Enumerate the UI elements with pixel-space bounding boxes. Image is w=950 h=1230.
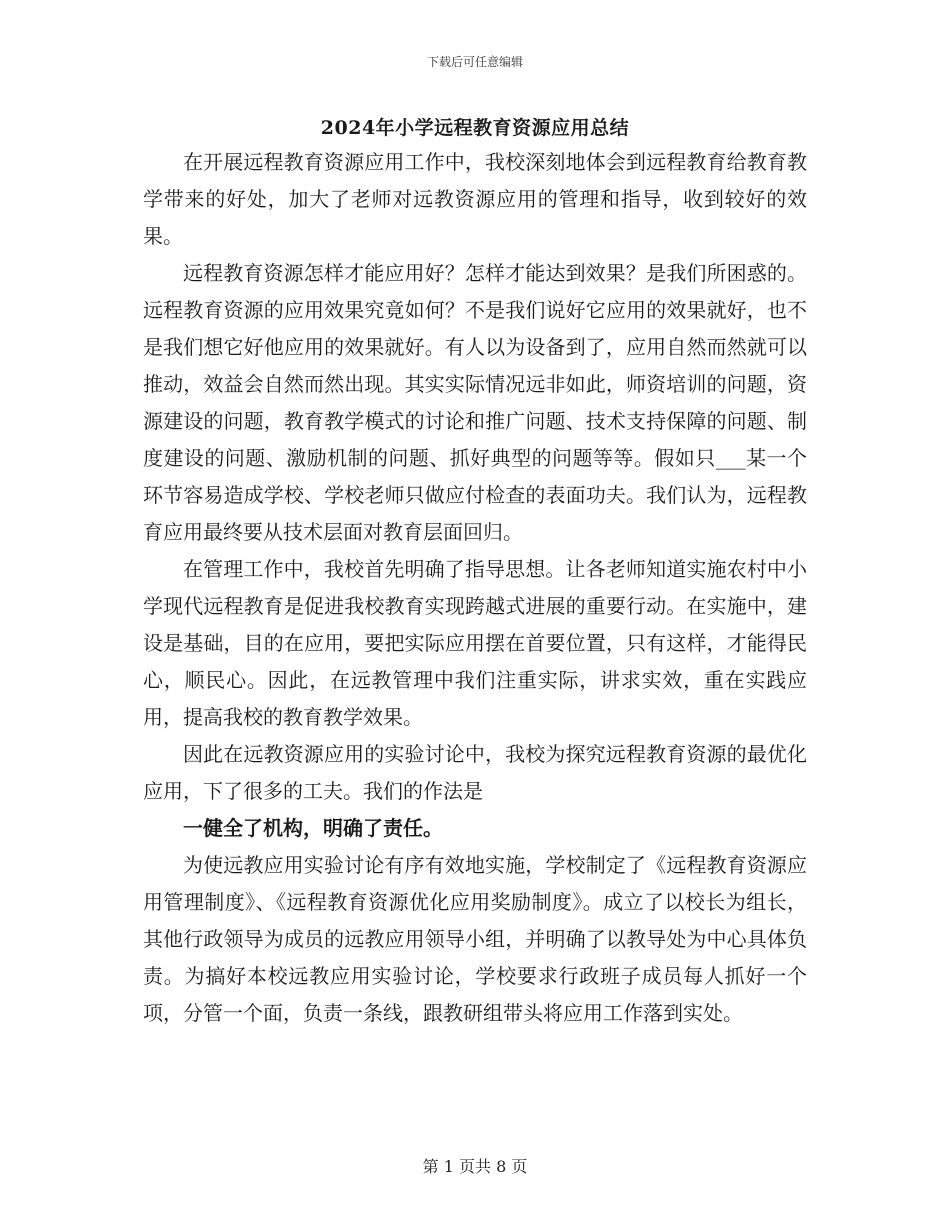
paragraph-management: 在管理工作中，我校首先明确了指导思想。让各老师知道实施农村中小学现代远程教育是促进我校教育实现跨越式进展的重要行动。在实施中，建设是基础，目的在应用，要把实际应用摆在首要位置，只有这样，才能得民心，顺民心。因此，在远教管理中我们注重实际，讲求实效，重在实践应用，提高我校的教育教学效果。 xyxy=(143,557,807,729)
page-number: 第 1 页共 8 页 xyxy=(422,1157,528,1176)
paragraph-organization: 为使远教应用实验讨论有序有效地实施，学校制定了《远程教育资源应用管理制度》、《远程教育资源优化应用奖励制度》。成立了以校长为组长，其他行政领导为成员的远教应用领导小组，并明确了以教导处为中心具体负责。为搞好本校远教应用实验讨论，学校要求行政班子成员每人抓好一个项，分管一个面，负责一条线，跟教研组带头将应用工作落到实处。 xyxy=(143,853,807,1025)
paragraph-questions: 远程教育资源怎样才能应用好？怎样才能达到效果？是我们所困惑的。远程教育资源的应用效果究竟如何？不是我们说好它应用的效果就好，也不是我们想它好他应用的效果就好。有人以为设备到了，应用自然而然就可以推动，效益会自然而然出现。其实实际情况远非如此，师资培训的问题，资源建设的问题，教育教学模式的讨论和推广问题、技术支持保障的问题、制度建设的问题、激励机制的问题、抓好典型的问题等等。假如只___某一个环节容易造成学校、学校老师只做应付检查的表面功夫。我们认为，远程教育应用最终要从技术层面对教育层面回归。 xyxy=(143,261,807,544)
paragraph-approach: 因此在远教资源应用的实验讨论中，我校为探究远程教育资源的最优化应用，下了很多的工夫。我们的作法是 xyxy=(143,742,807,803)
document-title: 2024年小学远程教育资源应用总结 xyxy=(320,117,630,139)
paragraph-intro: 在开展远程教育资源应用工作中，我校深刻地体会到远程教育给教育教学带来的好处，加大了老师对远教资源应用的管理和指导，收到较好的效果。 xyxy=(143,150,807,248)
document-body xyxy=(143,144,807,1032)
section-heading-organization: 一健全了机构，明确了责任。 xyxy=(183,816,443,840)
header-note: 下载后可任意编辑 xyxy=(426,55,523,69)
